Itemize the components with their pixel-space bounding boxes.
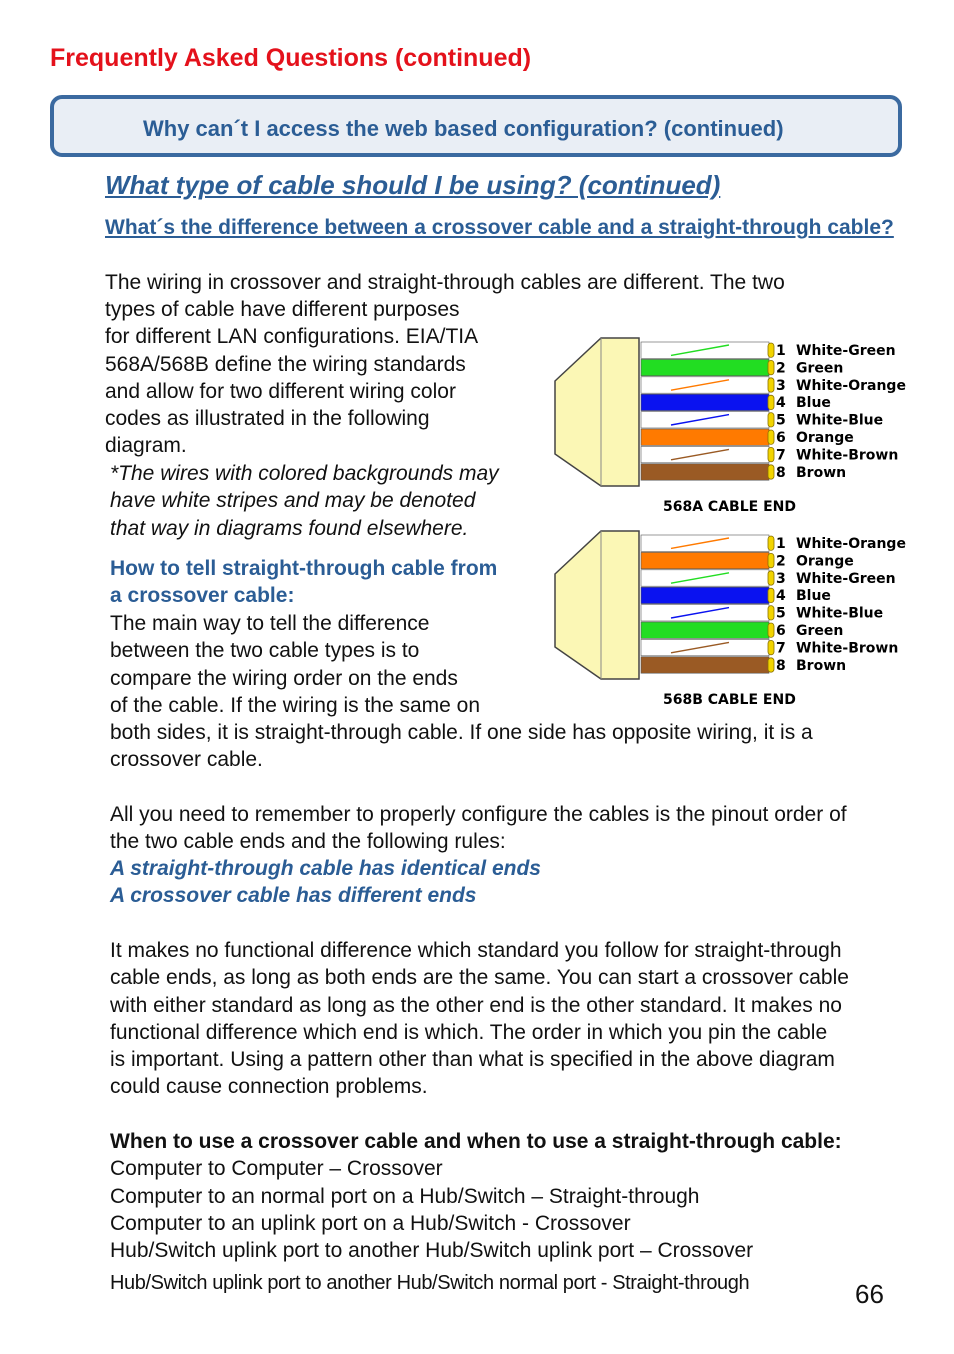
difference-line: could cause connection problems. <box>110 1075 428 1099</box>
pin-number: 4 <box>776 588 786 605</box>
pin-label: White-Blue <box>796 412 884 429</box>
howto-line: compare the wiring order on the ends <box>110 666 458 690</box>
pin-label: White-Green <box>796 343 896 359</box>
pin-label: Brown <box>796 464 847 481</box>
wire-pin-6 <box>641 429 774 445</box>
when-item: Computer to an normal port on a Hub/Switch – Straight-through <box>110 1184 700 1208</box>
wire-pin-7 <box>641 446 774 462</box>
intro-paragraph <box>105 296 478 460</box>
pin-label: Green <box>796 360 844 377</box>
intro-line: 568A/568B define the wiring standards <box>105 352 466 376</box>
pin-number: 2 <box>776 360 786 377</box>
connector-body <box>555 338 639 486</box>
difference-question: What´s the difference between a crossover cable and a straight-through cable? <box>105 216 894 239</box>
intro-line: diagram. <box>105 434 187 458</box>
intro-line: types of cable have different purposes <box>105 298 460 321</box>
howto-line: of the cable. If the wiring is the same on <box>110 693 481 717</box>
wire-pin-6 <box>641 622 774 638</box>
note-line: *The wires with colored backgrounds may <box>110 462 499 485</box>
pin-label: Brown <box>796 657 847 674</box>
remember-paragraph <box>110 801 847 856</box>
pin-number: 1 <box>776 343 786 359</box>
pin-label: Orange <box>796 553 854 570</box>
cable-end-diagram <box>553 336 913 716</box>
pin-label: Blue <box>796 395 831 412</box>
section-title: Frequently Asked Questions (continued) <box>50 44 532 72</box>
difference-line: It makes no functional difference which standard you follow for straight-through <box>110 939 842 962</box>
pin-label: Blue <box>796 588 831 605</box>
wire-pin-7 <box>641 639 774 655</box>
when-item: Computer to an uplink port on a Hub/Switch - Crossover <box>110 1211 631 1235</box>
remember-line: the two cable ends and the following rules: <box>110 830 506 854</box>
wire-pin-5 <box>641 412 774 428</box>
wire-pin-3 <box>641 570 774 586</box>
pin-number: 4 <box>776 395 786 412</box>
pin-number: 8 <box>776 464 786 481</box>
howto-heading-line: How to tell straight-through cable from <box>110 557 498 580</box>
wire-pin-8 <box>641 657 774 673</box>
wire-pin-4 <box>641 394 774 410</box>
wire-pin-2 <box>641 552 774 568</box>
note-line: that way in diagrams found elsewhere. <box>110 516 469 540</box>
pin-number: 2 <box>776 553 786 570</box>
pin-label: White-Orange <box>796 536 906 552</box>
howto-heading-line: a crossover cable: <box>110 584 295 608</box>
intro-line: codes as illustrated in the following <box>105 407 430 431</box>
howto-line: both sides, it is straight-through cable. If one side has opposite wiring, it is a <box>110 721 813 745</box>
when-item-last: Hub/Switch uplink port to another Hub/Switch normal port - Straight-through <box>110 1272 750 1294</box>
pin-label: White-Blue <box>796 605 884 622</box>
difference-line: cable ends, as long as both ends are the same. You can start a crossover cable <box>110 966 849 990</box>
question-box <box>50 95 902 157</box>
pin-number: 6 <box>776 430 786 446</box>
difference-line: functional difference which end is which. The order in which you pin the cable <box>110 1020 828 1044</box>
question-box-text: Why can´t I access the web based configuration? (continued) <box>143 116 784 141</box>
wire-pin-5 <box>641 605 774 621</box>
pin-number: 7 <box>776 447 786 464</box>
pin-label: Green <box>796 623 844 639</box>
pin-number: 8 <box>776 657 786 674</box>
pin-number: 7 <box>776 640 786 657</box>
difference-line: is important. Using a pattern other than what is specified in the above diagram <box>110 1048 835 1072</box>
difference-paragraph <box>110 937 849 1101</box>
difference-line: with either standard as long as the other end is the other standard. It makes no <box>110 993 842 1017</box>
wire-pin-3 <box>641 377 774 393</box>
intro-line: and allow for two different wiring color <box>105 379 456 403</box>
pin-number: 5 <box>776 412 786 429</box>
when-item: Hub/Switch uplink port to another Hub/Switch uplink port – Crossover <box>110 1239 754 1263</box>
howto-line: between the two cable types is to <box>110 639 420 663</box>
pin-number: 6 <box>776 623 786 639</box>
pin-number: 3 <box>776 570 786 587</box>
wire-note <box>110 460 499 542</box>
howto-line: crossover cable. <box>110 748 263 772</box>
when-section <box>110 1128 842 1264</box>
subheading: What type of cable should I be using? (continued) <box>105 170 721 200</box>
page-number: 66 <box>855 1279 884 1309</box>
wire-pin-1 <box>641 535 774 551</box>
wire-pin-2 <box>641 359 774 375</box>
when-item: Computer to Computer – Crossover <box>110 1157 443 1181</box>
cable-end-caption: 568A CABLE END <box>663 499 796 515</box>
wire-pin-1 <box>641 342 774 358</box>
rules-list <box>110 855 541 910</box>
when-heading: When to use a crossover cable and when to use a straight-through cable: <box>110 1130 842 1153</box>
wire-pin-4 <box>641 587 774 603</box>
pin-label: White-Brown <box>796 640 899 657</box>
pin-number: 3 <box>776 377 786 394</box>
howto-line: The main way to tell the difference <box>110 612 430 635</box>
cable-end-568b <box>555 531 906 708</box>
pin-label: White-Green <box>796 570 896 587</box>
connector-body <box>555 531 639 679</box>
wire-pin-8 <box>641 464 774 480</box>
intro-first-line: The wiring in crossover and straight-through cables are different. The two <box>105 271 785 294</box>
pin-label: White-Orange <box>796 377 906 394</box>
pin-label: White-Brown <box>796 447 899 464</box>
howto-heading <box>110 555 497 610</box>
remember-line: All you need to remember to properly configure the cables is the pinout order of <box>110 803 847 826</box>
cable-end-568a <box>555 338 906 515</box>
rule-straight-through: A straight-through cable has identical ends <box>110 857 541 880</box>
cable-end-caption: 568B CABLE END <box>663 692 796 708</box>
pin-number: 5 <box>776 605 786 622</box>
pin-label: Orange <box>796 430 854 446</box>
note-line: have white stripes and may be denoted <box>110 489 476 513</box>
rule-crossover: A crossover cable has different ends <box>110 884 477 908</box>
pin-number: 1 <box>776 536 786 552</box>
intro-line: for different LAN configurations. EIA/TIA <box>105 325 479 349</box>
